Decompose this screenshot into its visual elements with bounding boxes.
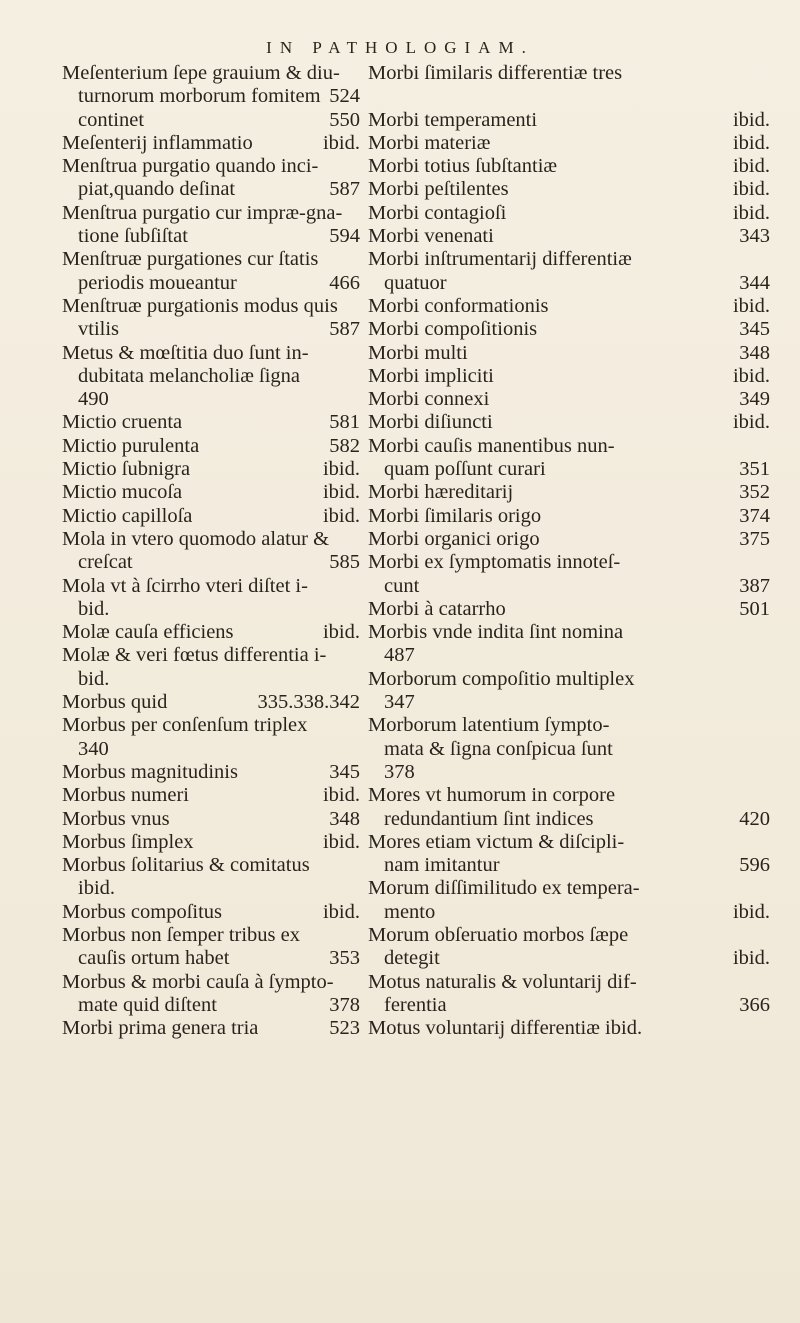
index-entry-text: Morbi organici origo [368,527,540,550]
index-entry-text: tione ſubſiſtat [78,225,188,248]
index-entry [368,248,788,271]
index-entry [368,854,788,877]
index-entry [62,202,368,225]
index-entry [368,901,788,924]
index-entry [368,225,788,248]
page-reference: ibid. [322,784,360,807]
page-reference: ibid. [322,830,360,853]
index-entry-text: Menſtrua purgatio quando inci- [62,155,319,178]
index-entry [368,808,788,831]
page-reference: ibid. [732,108,770,131]
index-entry [368,644,788,667]
index-entry-text: Menſtrua purgatio cur impræ-gna- [62,201,343,224]
index-entry [62,761,368,784]
index-entry [62,528,368,551]
page-reference: 348 [329,807,360,830]
page-reference: 335.338.342 [257,691,360,714]
page-reference: 594 [329,225,360,248]
index-entry [62,808,368,831]
index-entry-text: Mictio purulenta [62,434,200,457]
index-entry-text: 378 [384,760,415,783]
index-entry-text: Mictio ſubnigra [62,458,191,481]
index-entry [62,947,368,970]
index-entry-text: cunt [384,574,420,597]
index-entry-text: Motus naturalis & voluntarij dif- [368,970,637,993]
index-entry-text: Morbus vnus [62,807,170,830]
index-entry [368,831,788,854]
index-entry [62,388,368,411]
index-entry [368,202,788,225]
index-entry [368,132,788,155]
page-reference: 345 [329,760,360,783]
index-entry [62,272,368,295]
running-header: IN PATHOLOGIAM. [266,38,534,57]
index-entry [62,62,368,85]
index-entry [368,714,788,737]
index-entry-text: Morbi diſiuncti [368,411,493,434]
index-entry-text: Morbi à catarrho [368,597,506,620]
index-entry [62,971,368,994]
index-entry [368,1017,788,1040]
index-entry [368,971,788,994]
index-entry [62,575,368,598]
index-entry [62,132,368,155]
index-entry [368,411,788,434]
index-entry-text: Morbi connexi [368,388,490,411]
index-entry [62,644,368,667]
index-entry [368,691,788,714]
page-reference: 374 [739,504,770,527]
page-reference: 582 [329,434,360,457]
page-reference: 587 [329,318,360,341]
page-reference: ibid. [322,621,360,644]
index-entry [62,458,368,481]
index-entry-text: bid. [78,597,110,620]
index-entry-text: Morbi impliciti [368,364,494,387]
index-entry [62,342,368,365]
index-entry-text: Morbi venenati [368,225,494,248]
index-entry [62,248,368,271]
index-entry-text: Mictio capilloſa [62,504,193,527]
index-entry-text: mata & ſigna conſpicua ſunt [384,737,613,760]
index-entry [62,551,368,574]
index-entry-text: dubitata melancholiæ ſigna [78,364,301,387]
page-reference: 501 [739,597,770,620]
page-reference: 585 [329,551,360,574]
page-reference: 352 [739,481,770,504]
index-entry-text: Morbi peſtilentes [368,178,509,201]
index-entry-text: Morbus compoſitus [62,900,223,923]
index-entry [368,947,788,970]
index-entry-text: Morbus per conſenſum triplex [62,714,308,737]
index-entry [62,318,368,341]
page-reference: 348 [739,341,770,364]
page-reference: 351 [739,458,770,481]
index-entry-text: redundantium ſint indices [384,807,594,830]
index-entry-text: mento [384,900,436,923]
index-entry-text: piat,quando deſinat [78,178,236,201]
index-entry [62,225,368,248]
index-entry-text: Mola in vtero quomodo alatur & [62,527,330,550]
index-entry [62,994,368,1017]
index-entry [368,435,788,458]
index-entry [368,272,788,295]
index-entry-text: Morbus & morbi cauſa à ſympto- [62,970,334,993]
index-entry-text: Morbi ex ſymptomatis innoteſ- [368,551,621,574]
index-entry-text: Mictio cruenta [62,411,183,434]
index-entry [62,109,368,132]
page-reference: 524 [329,85,360,108]
page-reference: 420 [739,807,770,830]
index-entry-text: Morbus ſolitarius & comitatus [62,854,310,877]
index-entry [368,505,788,528]
index-entry [62,411,368,434]
page-reference: 375 [739,527,770,550]
index-entry-text: Molæ cauſa efficiens [62,621,234,644]
index-entry-text: Morborum compoſitio multiplex [368,667,635,690]
index-entry-text: creſcat [78,551,133,574]
index-entry [62,714,368,737]
index-entry [368,877,788,900]
index-entry [368,621,788,644]
page-reference: 466 [329,271,360,294]
index-entry [368,295,788,318]
index-entry-text: quatuor [384,271,447,294]
index-entry [62,155,368,178]
index-entry [62,784,368,807]
index-entry [62,1017,368,1040]
index-entry-text: Mola vt à ſcirrho vteri diſtet i- [62,574,308,597]
page-reference: 344 [739,271,770,294]
page-reference: ibid. [322,131,360,154]
page-reference: ibid. [732,155,770,178]
index-entry-text: Morbi compoſitionis [368,318,538,341]
index-entry [62,924,368,947]
index-entry-text: Morum obſeruatio morbos ſæpe [368,923,629,946]
index-entry-text: Meſenterij inflammatio [62,131,253,154]
index-entry-text: turnorum morborum fomitem [78,85,321,108]
index-entry [368,85,788,108]
index-entry-text: 347 [384,691,415,714]
index-entry-text: nam imitantur [384,854,500,877]
index-entry-text: Morbi multi [368,341,468,364]
page-reference: ibid. [732,411,770,434]
index-entry [62,178,368,201]
index-entry-text: Morbus quid [62,691,168,714]
index-entry [62,854,368,877]
index-entry-text: periodis moueantur [78,271,237,294]
index-entry [368,575,788,598]
page-reference: 596 [739,854,770,877]
index-entry-text: Morbi materiæ [368,131,491,154]
index-entry-text: Morbus magnitudinis [62,760,238,783]
index-entry-text: Morbi totius ſubſtantiæ [368,155,558,178]
index-entry-text: Molæ & veri fœtus differentia i- [62,644,327,667]
index-entry-text: Menſtruæ purgationes cur ſtatis [62,248,319,271]
index-entry [62,901,368,924]
page-reference: 387 [739,574,770,597]
index-entry [368,924,788,947]
page-reference: 349 [739,388,770,411]
index-entry [62,831,368,854]
page-reference: 581 [329,411,360,434]
right-index-column [368,62,788,1040]
page-reference: ibid. [732,178,770,201]
page-reference: ibid. [322,481,360,504]
index-entry-text: ibid. [78,877,116,900]
page-reference: ibid. [322,900,360,923]
index-entry [62,85,368,108]
index-entry [368,994,788,1017]
page-reference: 353 [329,947,360,970]
page-reference: ibid. [732,947,770,970]
index-entry [368,784,788,807]
index-entry [368,458,788,481]
index-entry [62,668,368,691]
page-reference: 345 [739,318,770,341]
index-entry-text: Morbus numeri [62,784,189,807]
index-entry-text: Morbi ſimilaris differentiæ tres [368,62,623,84]
page-reference: ibid. [732,294,770,317]
index-entry-text: Metus & mœſtitia duo ſunt in- [62,341,309,364]
index-entry-text: Morborum latentium ſympto- [368,714,610,737]
index-entry-text: vtilis [78,318,120,341]
index-entry [368,528,788,551]
index-entry [368,738,788,761]
index-entry-text: Morbi contagioſi [368,201,507,224]
index-entry-text: Morbus ſimplex [62,830,194,853]
index-entry-text: 487 [384,644,415,667]
index-entry-text: Mictio mucoſa [62,481,183,504]
index-entry [368,761,788,784]
index-entry [368,668,788,691]
index-entry-text: Meſenterium ſepe grauium & diu- [62,62,340,84]
index-entry [368,342,788,365]
index-entry [62,295,368,318]
index-entry-text: cauſis ortum habet [78,947,230,970]
index-entry-text: Menſtruæ purgationis modus quis [62,294,338,317]
index-entry [368,365,788,388]
index-entry-text: Morbi ſimilaris origo [368,504,542,527]
index-entry-text: Morbus non ſemper tribus ex [62,923,300,946]
page-reference: ibid. [732,364,770,387]
index-entry-text: Morbi conformationis [368,294,549,317]
index-entry-text: Morbi prima genera tria [62,1017,259,1040]
index-entry-text: Morbis vnde indita ſint nomina [368,621,624,644]
page-reference: ibid. [732,201,770,224]
page-reference: ibid. [732,131,770,154]
index-entry [62,598,368,621]
page-reference: 550 [329,108,360,131]
index-entry-text: detegit [384,947,440,970]
index-entry-text: 490 [78,388,109,411]
page-reference: 523 [329,1017,360,1040]
index-entry-text: Motus voluntarij differentiæ ibid. [368,1017,643,1040]
index-entry [368,62,788,85]
index-entry [368,318,788,341]
index-entry-text: bid. [78,667,110,690]
index-entry [62,877,368,900]
index-entry [62,481,368,504]
page-reference: ibid. [322,504,360,527]
index-entry-text: Morbi temperamenti [368,108,538,131]
index-entry [62,691,368,714]
page-reference: 587 [329,178,360,201]
index-entry-text: continet [78,108,145,131]
index-entry-text: Mores vt humorum in corpore [368,784,616,807]
index-entry-text: Morbi inſtrumentarij differentiæ [368,248,632,271]
left-index-column [62,62,368,1040]
index-entry [368,178,788,201]
index-entry [368,551,788,574]
index-entry-text: ferentia [384,993,447,1016]
page-reference: 378 [329,993,360,1016]
page-reference: ibid. [732,900,770,923]
index-entry [62,621,368,644]
index-entry-text: Morbi hæreditarij [368,481,514,504]
index-entry [62,365,368,388]
index-entry-text: quam poſſunt curari [384,458,546,481]
index-entry [368,388,788,411]
index-entry-text: Morbi cauſis manentibus nun- [368,434,615,457]
index-entry [368,481,788,504]
page-reference: ibid. [322,458,360,481]
page-reference: 343 [739,225,770,248]
index-entry [62,435,368,458]
index-entry [368,155,788,178]
index-entry-text: Morum diſſimilitudo ex tempera- [368,877,640,900]
page-reference: 366 [739,993,770,1016]
index-entry [62,505,368,528]
index-entry-text: 340 [78,737,109,760]
index-entry [368,598,788,621]
index-entry-text: Mores etiam victum & diſcipli- [368,830,625,853]
index-entry [368,109,788,132]
index-entry [62,738,368,761]
index-entry-text: mate quid diſtent [78,993,217,1016]
